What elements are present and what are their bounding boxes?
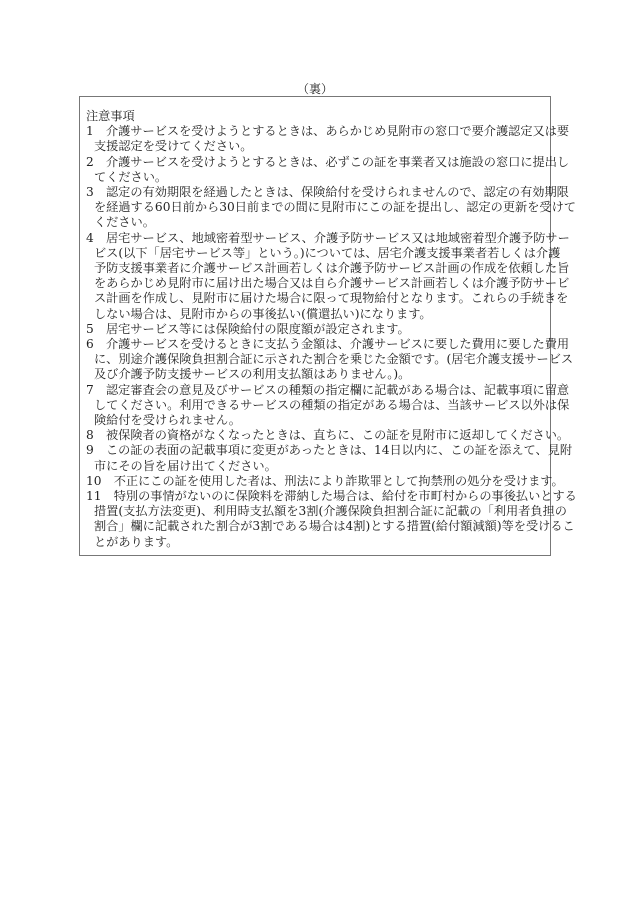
notice-line: 措置(支払方法変更)、利用時支払額を3割(介護保険負担割合証に記載の「利用者負担の — [94, 504, 567, 519]
notice-line: 及び介護予防支援サービスの利用支払額はありません。)。 — [94, 367, 411, 382]
notice-line: しない場合は、見附市からの事後払い(償還払い)になります。 — [94, 306, 432, 321]
notice-line: してください。利用できるサービスの種類の指定がある場合は、当該サービス以外は保 — [94, 397, 570, 412]
notice-item — [86, 185, 576, 231]
notice-line: 2 介護サービスを受けようとするときは、必ずこの証を事業者又は施設の窓口に提出し — [86, 154, 570, 169]
notice-line: ビス(以下「居宅サービス等」という。)については、居宅介護支援事業者若しくは介護 — [94, 245, 561, 260]
notice-line: ス計画を作成し、見附市に届けた場合に限って現物給付となります。これらの手続きを — [94, 291, 569, 306]
notice-line: 8 被保険者の資格がなくなったときは、直ちに、この証を見附市に返却してください。 — [86, 428, 570, 443]
notice-line: 9 この証の表面の記載事項に変更があったときは、14日以内に、この証を添えて、見附 — [86, 443, 573, 458]
notice-line: 3 認定の有効期限を経過したときは、保険給付を受けられませんので、認定の有効期限 — [86, 185, 569, 200]
notice-line: 市にその旨を届け出てください。 — [94, 458, 277, 473]
notice-item — [86, 154, 570, 185]
notice-line: 10 不正にこの証を使用した者は、刑法により詐欺罪として拘禁刑の処分を受けます。 — [86, 473, 564, 488]
notice-item — [86, 489, 577, 550]
notice-line: 7 認定審査会の意見及びサービスの種類の指定欄に記載がある場合は、記載事項に留意 — [86, 382, 570, 397]
notice-box — [79, 96, 577, 556]
notice-item — [86, 443, 573, 473]
notice-line: 険給付を受けられません。 — [94, 413, 241, 428]
notice-line: をあらかじめ見附市に届け出た場合又は自ら介護サービス計画若しくは介護予防サービ — [94, 276, 570, 291]
notice-content — [86, 109, 577, 550]
notice-line: とがあります。 — [94, 534, 179, 549]
notice-line: 11 特別の事情がないのに保険料を滞納した場合は、給付を市町村からの事後払いとする — [86, 489, 577, 504]
notice-line: 支援認定を受けてください。 — [94, 139, 253, 154]
notice-line: 5 居宅サービス等には保険給付の限度額が設定されます。 — [86, 321, 410, 336]
notice-line: てください。 — [94, 169, 168, 184]
notice-item — [86, 473, 564, 489]
notice-line: に、別途介護保険負担割合証に示された割合を乗じた金額です。(居宅介護支援サービス — [94, 352, 574, 367]
notice-item — [86, 428, 570, 443]
page-title: （裏） — [296, 82, 333, 96]
notice-line: を経過する60日前から30日前までの間に見附市にこの証を提出し、認定の更新を受けて — [94, 200, 576, 215]
notice-line: 4 居宅サービス、地域密着型サービス、介護予防サービス又は地域密着型介護予防サー — [86, 230, 570, 245]
notice-item — [86, 382, 570, 429]
notice-line: ください。 — [94, 215, 155, 230]
notice-heading: 注意事項 — [86, 109, 135, 123]
notice-item — [86, 230, 570, 322]
notice-line: 予防支援事業者に介護サービス計画若しくは介護予防サービス計画の作成を依頼した旨 — [94, 261, 570, 276]
notice-line: 6 介護サービスを受けるときに支払う金額は、介護サービスに要した費用に要した費用 — [86, 337, 570, 352]
notice-line: 割合」欄に記載された割合が3割である場合は4割)とする措置(給付額減額)等を受けるこ — [94, 519, 575, 534]
notice-item — [86, 322, 548, 337]
notice-line: 1 介護サービスを受けようとするときは、あらかじめ見附市の窓口で要介護認定又は要 — [86, 124, 570, 139]
notice-item — [86, 337, 574, 383]
notice-item — [86, 124, 570, 154]
